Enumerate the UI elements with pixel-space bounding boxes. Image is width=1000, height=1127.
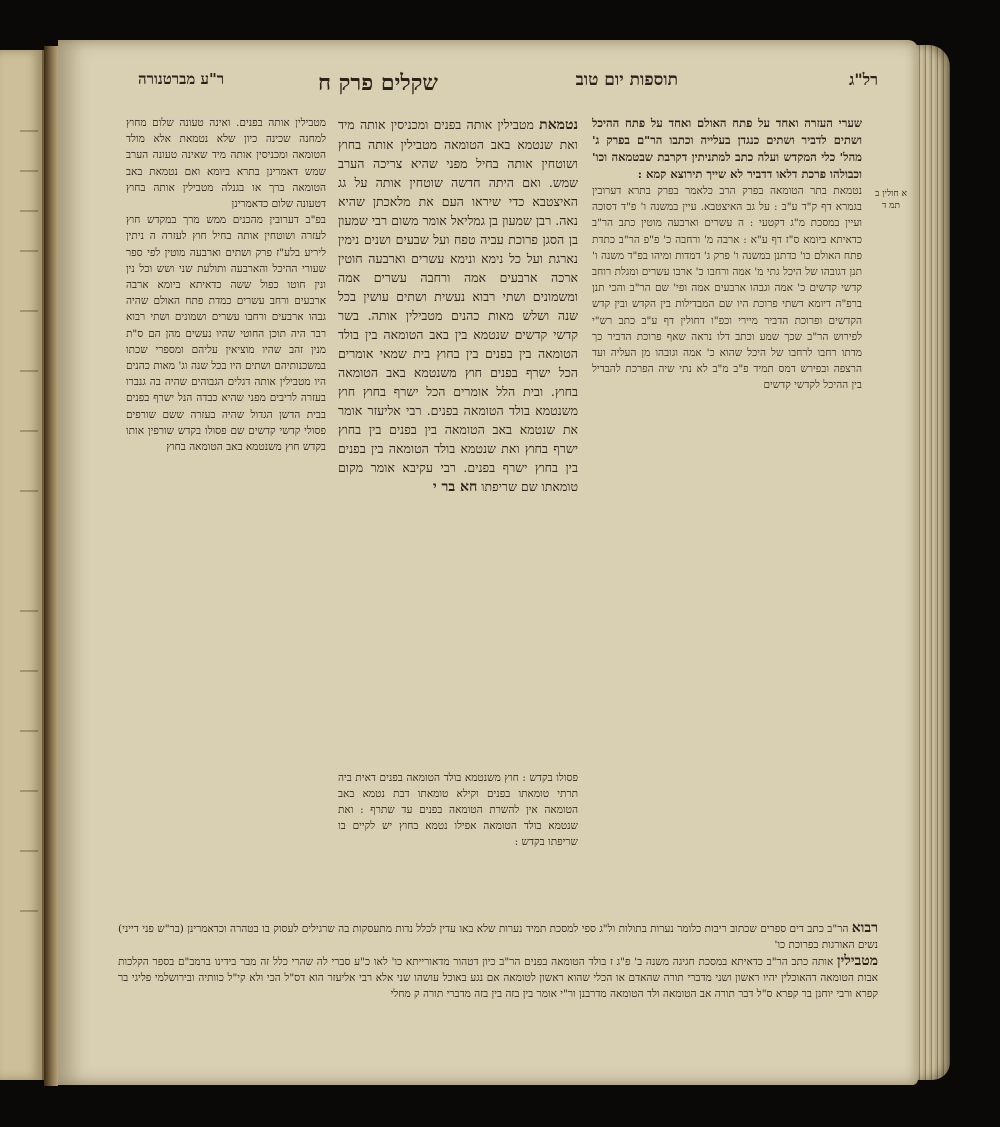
bartenura-body: בפ"ב דערובין מהכנים ממש מרך במקדש חוץ לעזרה ושוטחין אותה בחיל חוץ לעזרה ה ניתין ליריע בלע"ז פרק ושתים וארבעה מוטין לפי ספר שעורי ההיכל והארבעה ותולעת שני ושש וכל נין ונין חוטו כפול ששה כדאיתא ביומא ארבה ארבעים ורחב עשרים כמדת פתח האולם שהיה גבהו ארבעים ורחבו עשרים ושמונים ושתי רבוא רבר היה תוכן החוטי שהיו נעשים מהן הם ס"ת מנין זהב שהיו מוציאין עליהם ומספרי שכתו במשכנותיהם ושתים היו בכל שנה וג' מאות כהנים היו מטבילין אותה דגלים הגבוהים שהיה בה גנברו בעזרה לריבים מפני שהיא כבדה הנל ישרף בפנים בבית הדשן הגדול שהיה בעזרה ששם שורפים פסולי קדשי קדשים שם פסולו בקדש שורפין אותו בקדש חוץ משנטמא באב הטומאה בחוץ [126,214,326,454]
page-header [98,70,878,104]
bottom-heading-2: מטבילין [837,953,878,969]
bartenura-column [126,115,326,885]
bottom-text-2: אותה כתב הר"ב כדאיתא במסכת חגיגה משנה ב' פ"ג ז בולד הטומאה בפנים הר"ב כיון דטהור מדאורייתא כו' לאו כ"ע סברי לה שהרי כלל זה מבר בידינו ברמב"ם בספר הקלכות אבות הטומאה דהאוכלין יהיו ראשון ושני מדברי תורה שהאדם או הכלי שהוא ראשון לטומאה אם נגע באוכל עושהו שני אלא רבי אליעזר הוא דס"ל הכי ולא קי"ל כוותיה ובירושלמי פליגי בר קפרא ורבי יוחנן בר קפרא ס"ל דבר תורה אב הטומאה ולד הטומאה מדרבנן ור"י אומר בין בזה בין בזה מדברי תורה [118,956,878,1000]
commentary-title: ר"ע מברטנורה [138,70,225,88]
book-page [58,40,918,1085]
folio-number: רל"ג [849,70,878,89]
tosafot-body: נטמאת בתר הטומאה בפרק הרב כלאמר בפרק בתרא דערובין בגמרא דף ק"ד ע"ב : על גב האיצטבא. עיין במשנה ו' פ"ד דסוכה ועיין במסכת מ"ג דקטעי : ה עשרים וארבעה מוטין כתב הר"ב כדאיתא ביומא ס"ז דף ע"א : ארבה מ' ורחבה כ' פ"פ הר"ב כתדת פתח האולם כו' כדתנן במשנה ו' פרק ג' דמדות ומיהו בפ"ד משנה ו' תנן דגובהו של היכל גתי מ' אמה ורחבו כ' ארבו עשרים ומגלת רוחב קדשי קדשים כ' אמה וגבהו ארבעים אמה ופי' שם הר"ב והכי תנן ברפ"ה דיומא דשתי פרוכת היו שם המבדילות בין הקדש ובין קדש הקדשים ופרוכת הדביר מיירי וכפ"ו דחולין דף ע"ב כתב רש"י לפירוש הר"ב שכך שמע וכתב דלו נראה שאף פרוכת הדביר כך מדתו רחבו לרחבו של היכל שהוא כ' אמה וגובהו מן העליה ועד הרצפה ובפירש דמס תמיד פ"ב מ"ב לא נתי שיה הפרכת להבדיל בין ההיכל לקדשי קדשים [592,185,862,392]
mishna-dibbur-hamatchil: נטמאת [539,117,578,133]
bottom-text-1: הר"ב כתב דים ספרים שכתוב ריבות כלומר נערות בתולות ול"ג ספי למסכת תמיד נערות שלא באו עדין לכלל נדות מתעסקות בה שרגילים לעסוק בו בטהרה וכדאמרינן (בר"ש פני דייני) נשים האורגות בפרוכת כו' [118,923,878,951]
lower-commentary: פסולו בקדש : חוץ משנטמא בולד הטומאה בפנים דאית ביה תרתי טומאתו בפנים וקילא טומאתו דבת נטמא באב הטומאה אין להשרת הטומאה בפנים עד שתרף : ואת שנטמא בולד הטומאה אפילו נטמא בחוץ יש לקיים בו שריפתו בקדש : [338,772,578,848]
mishna-end-word: חא בר י [432,479,478,495]
bottom-commentary [118,920,878,1002]
tosafot-opening: שערי העזרה ואחד על פתח האולם ואחד על פתח ההיכל ושתים לדביר ושתים כנגדן בעלייה וכתבו הר"ם בפרק ג' מהל' כלי המקדש ועלה כתב למתניתין דקרבת שבטמאה וכו' וכבולהו פרכת דלאו דדביר לא שייך תירוצא קמא : [592,116,862,181]
tosafot-column [592,115,862,960]
tractate-chapter-title: שקלים פרק ח [317,70,438,96]
bartenura-opening: מטבילין אותה בפנים. ואינה טעונה שלום מחוץ למחנה שכינה כיון שלא נטמאת אלא מולד הטומאה ומכניסין אותה מיד שאינה טעונה הערב שמש דאמרינן בתרא ביומא ואם נטמאת באב הטומאה ברך או בגנלה מטבילין אותה בחוץ דטעונה שלום כדאמרינן [126,117,326,211]
left-page-edge [0,50,44,1080]
mishna-text: מטבילין אותה בפנים ומכניסין אותה מיד ואת שנטמא באב הטומאה מטבילין אותה בחוץ ושוטחין אותה בחיל מפני שהיא צריכה הערב שמש. ואם היתה חדשה שוטחין אותה על גג האיצטבא כדי שיראו העם את מלאכתן שהיא נאה. רבן שמעון בן גמליאל אומר משום רבי שמעון בן הסגן פרוכת עביה טפח ועל שבעים ושנים נימין נארגת ועל כל נימא ונימא עשרים וארבעה חוטין ארכה ארבעים אמה ורחבה עשרים אמה ומשמונים ושתי רבוא נעשית ושתים עושין בכל שנה ושלש מאות כהנים מטבילין אותה. בשר קדשי קדשים שנטמא בין באב הטומאה בין בולד הטומאה בין בפנים בין בחוץ בית שמאי אומרים הכל ישרף בפנים חוץ משנטמא באב הטומאה בחוץ. ובית הלל אומרים הכל ישרף בחוץ חוץ משנטמא בולד הטומאה בפנים. רבי אליעזר אומר את שנטמא באב הטומאה בין בפנים בין בחוץ ישרף בחוץ ואת שנטמא בולד הטומאה בין בפנים בין בחוץ ישרף בפנים. רבי עקיבא אומר מקום טומאתו שם שריפתו [338,117,578,494]
running-title: תוספות יום טוב [575,70,678,90]
book-spine [44,46,58,1086]
catchword: ק מחלי [390,988,420,1000]
bottom-heading-1: רבוא [851,920,878,936]
mishna-column [338,115,578,755]
margin-reference: א חולין ב תמ ד [875,189,907,211]
